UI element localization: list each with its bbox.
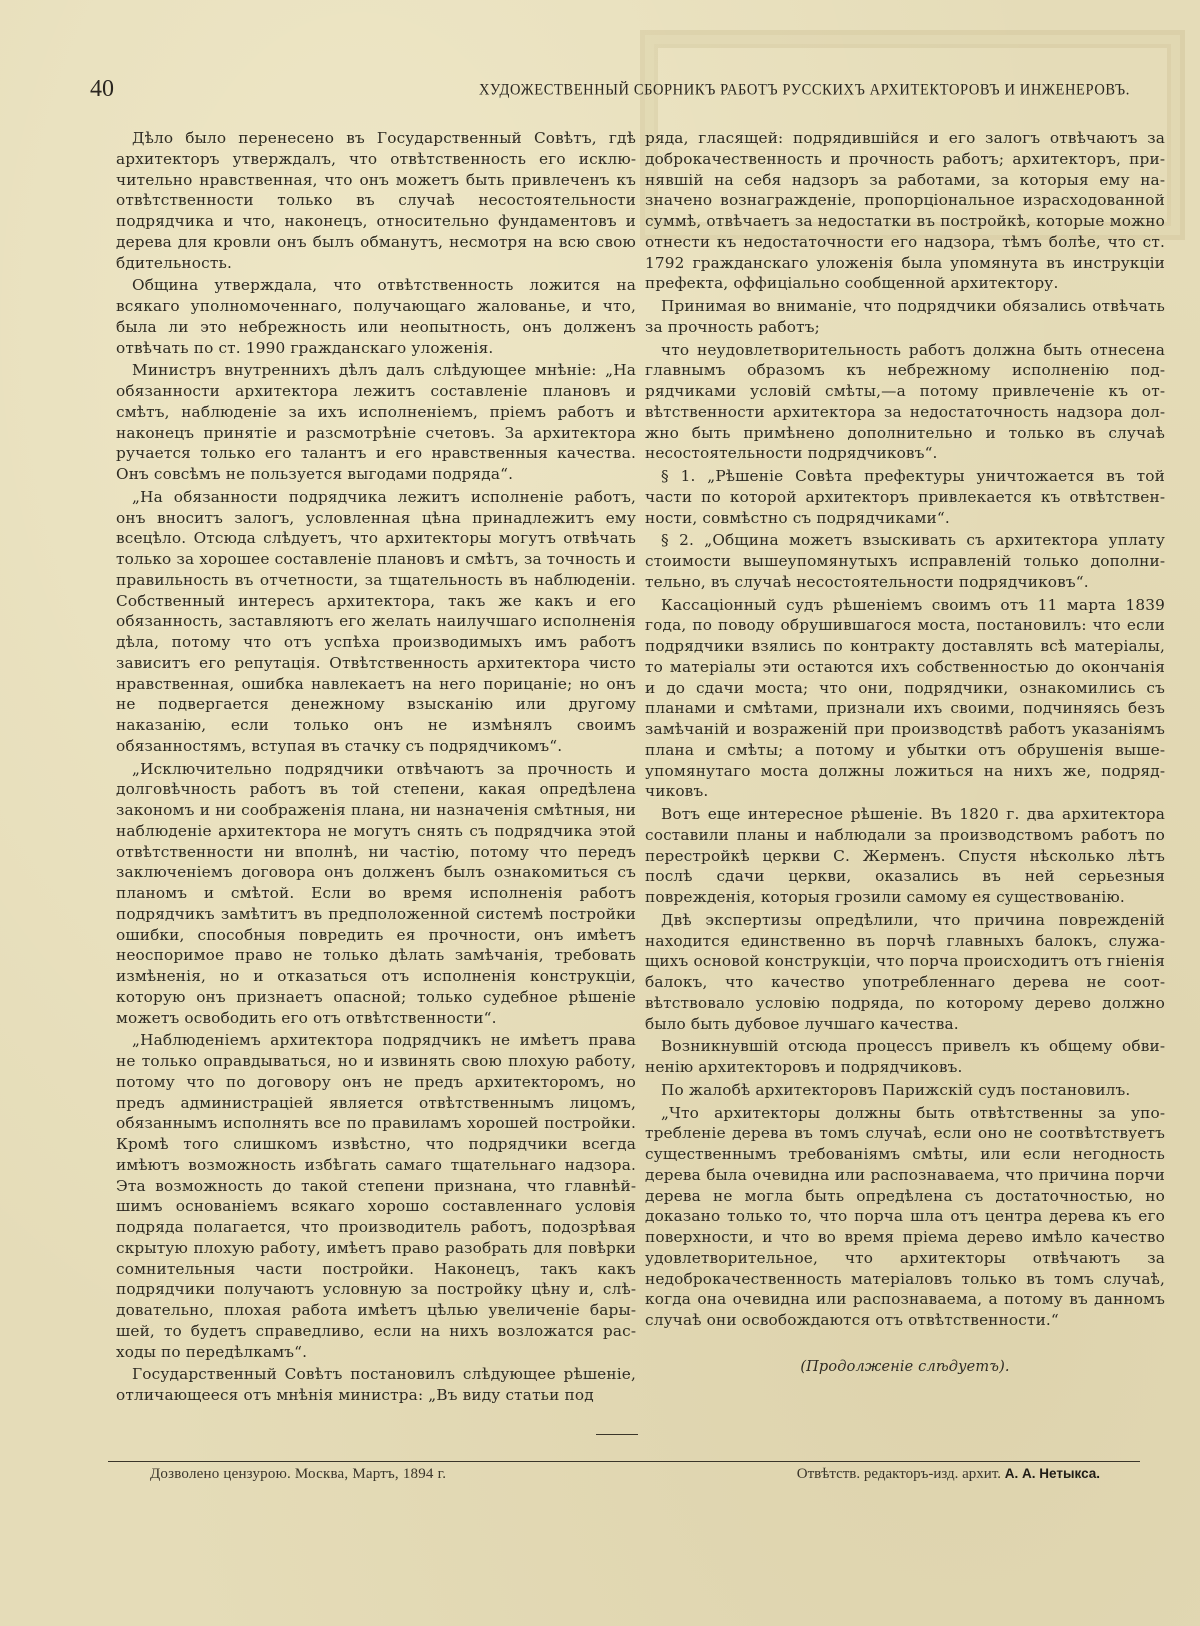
paragraph: Кассаціонный судъ рѣшеніемъ своимъ отъ 11 марта 1839 года, по поводу обрушившагося моста, постановилъ: что если подрядчики взялись по контракту доставлять всѣ матеріалы, то матеріалы эти остаются ихъ собственностью до окончанія и до сдачи моста; что они, подрядчики, ознакомились съ планами и смѣтами, признали ихъ своими, подчиняясь безъ замѣчаній и возраженій при производствѣ работъ указаніямъ плана и смѣты; а потому и убытки отъ обрушенія вышеупомянутаго моста должны ложиться на нихъ же, подрядчиковъ.: [645, 595, 1165, 801]
paragraph: Дѣло было перенесено въ Государственный Совѣтъ, гдѣ архитекторъ утверждалъ, что отвѣтственность его исключительно нравственная, что онъ можетъ быть привлеченъ къ отвѣтственности только въ случаѣ несостоятельности подрядчика и что, наконецъ, относительно фундаментовъ и дерева для кровли онъ былъ обманутъ, несмотря на всю свою бдительность.: [116, 129, 636, 272]
paragraph: По жалобѣ архитекторовъ Парижскій судъ постановилъ.: [661, 1080, 1131, 1099]
page-number: 40: [90, 76, 114, 102]
paragraph: Принимая во вниманіе, что подрядчики обязались отвѣчать за прочность работъ;: [645, 297, 1165, 336]
editor-credit: [797, 1466, 1100, 1483]
section-divider: [596, 1434, 638, 1435]
journal-title: ХУДОЖЕСТВЕННЫЙ СБОРНИКЪ РАБОТЪ РУССКИХЪ АРХИТЕКТОРОВЪ И ИНЖЕНЕРОВЪ.: [478, 81, 1130, 99]
footer: [150, 1466, 1100, 1490]
right-column: [645, 128, 1165, 1378]
paragraph: „Исключительно подрядчики отвѣчаютъ за прочность и долговѣчность работъ въ той степени, какая опредѣлена закономъ и ни соображенія плана, ни назначенія смѣтныя, ни наблюденіе архитектора не могутъ снять съ подрядчика этой отвѣтственности ни вполнѣ, ни частію, потому что передъ заключеніемъ договора онъ долженъ былъ ознакомиться съ планомъ и смѣтой. Если во время исполненія работъ подрядчикъ замѣтитъ въ предположенной системѣ постройки ошибки, способныя повредить ея прочности, онъ имѣетъ неоспоримое право не только дѣлать замѣчанія, требовать измѣненія, но и отказаться отъ исполненія конструкціи, которую онъ признаетъ опасной; только судебное рѣшеніе можетъ освободить его отъ отвѣтственности“.: [116, 759, 636, 1027]
paragraph: „На обязанности подрядчика лежитъ исполненіе работъ, онъ вноситъ залогъ, условленная цѣна принадлежитъ ему всецѣло. Отсюда слѣдуетъ, что архитекторы могутъ отвѣчать только за хорошее составленіе плановъ и смѣтъ, за точность и правильность въ отчетности, за тщательность въ наблюденіи. Собственный интересъ архитектора, такъ же какъ и его обязанность, заставляютъ его желать наилучшаго исполненія дѣла, потому что отъ успѣха производимыхъ имъ работъ зависитъ его репутація. Отвѣтственность архитектора чисто нравственная, ошибка навлекаетъ на него порицаніе; но онъ не подвергается денежному взысканію или другому наказанію, если только онъ не измѣнялъ своимъ обязанностямъ, вступая въ стачку съ подрядчикомъ“.: [116, 487, 636, 755]
paragraph: „Что архитекторы должны быть отвѣтственны за употребленіе дерева въ томъ случаѣ, если оно не соотвѣтствуетъ существеннымъ требованіямъ смѣты, или если негодность дерева была очевидна или распознаваема, что причина порчи дерева не могла быть опредѣлена съ достаточностью, но доказано только то, что порча шла отъ центра дерева къ его поверхности, и что во время пріема дерево имѣло качество удовлетворительное, что архитекторы отвѣчаютъ за недоброкачественность матеріаловъ только въ томъ случаѣ, когда она очевидна или распознаваема, а потому въ данномъ случаѣ они освобождаются отъ отвѣтственности.“: [645, 1103, 1165, 1329]
paragraph: Государственный Совѣтъ постановилъ слѣдующее рѣшеніе, отличающееся отъ мнѣнія министра: „Въ виду статьи под: [116, 1365, 636, 1404]
censorship-note: Дозволено цензурою. Москва, Мартъ, 1894 г.: [150, 1466, 447, 1482]
paragraph: что неудовлетворительность работъ должна быть отнесена главнымъ образомъ къ небрежному исполненію подрядчиками условій смѣты,—а потому привлеченіе къ отвѣтственности архитектора за недостаточность надзора должно быть примѣнено дополнительно и только въ случаѣ несостоятельности подрядчиковъ“.: [645, 340, 1165, 463]
paragraph: ряда, гласящей: подрядившійся и его залогъ отвѣчаютъ за доброкачественность и прочность работъ; архитекторъ, принявшій на себя надзоръ за работами, за которыя ему назначено вознагражденіе, пропорціональное израсходованной суммѣ, отвѣчаетъ за недостатки въ постройкѣ, которые можно отнести къ недостаточности его надзора, тѣмъ болѣе, что ст. 1792 гражданскаго уложенія была упомянута въ инструкціи префекта, оффиціально сообщенной архитектору.: [645, 129, 1165, 293]
paragraph: Возникнувшій отсюда процессъ привелъ къ общему обвиненію архитекторовъ и подрядчиковъ.: [645, 1037, 1165, 1076]
footer-rule: [108, 1461, 1140, 1462]
paragraph: Двѣ экспертизы опредѣлили, что причина поврежденій находится единственно въ порчѣ главныхъ балокъ, служащихъ основой конструкціи, что порча происходитъ отъ гніенія балокъ, что качество употребленнаго дерева не соотвѣтствовало условію подряда, по которому дерево должно было быть дубовое лучшаго качества.: [645, 910, 1165, 1033]
running-header: [90, 76, 1135, 106]
left-column: [116, 128, 636, 1408]
paragraph: Вотъ еще интересное рѣшеніе. Въ 1820 г. два архитектора составили планы и наблюдали за производствомъ работъ по перестройкѣ церкви С. Жерменъ. Спустя нѣсколько лѣтъ послѣ сдачи церкви, оказались въ ней серьезныя поврежденія, которыя грозили самому ея существованію.: [645, 805, 1165, 906]
paragraph: Община утверждала, что отвѣтственность ложится на всякаго уполномоченнаго, получающаго жалованье, и что, была ли это небрежность или неопытность, онъ долженъ отвѣчать по ст. 1990 гражданскаго уложенія.: [116, 276, 636, 357]
paragraph: Министръ внутреннихъ дѣлъ далъ слѣдующее мнѣніе: „На обязанности архитектора лежитъ составленіе плановъ и смѣтъ, наблюденіе за ихъ исполненіемъ, пріемъ работъ и наконецъ принятіе и разсмотрѣніе счетовъ. За архитектора ручается только его талантъ и его нравственныя качества. Онъ совсѣмъ не пользуется выгодами подряда“.: [116, 361, 636, 483]
continuation-note: (Продолженіе слѣдуетъ).: [800, 1358, 1010, 1375]
paragraph: § 2. „Община можетъ взыскивать съ архитектора уплату стоимости вышеупомянутыхъ исправленій только дополнительно, въ случаѣ несостоятельности подрядчиковъ“.: [645, 531, 1165, 591]
editor-label: Отвѣтств. редакторъ-изд. архит.: [796, 1466, 1002, 1482]
paragraph: § 1. „Рѣшеніе Совѣта префектуры уничтожается въ той части по которой архитекторъ привлекается къ отвѣтственности, совмѣстно съ подрядчиками“.: [645, 467, 1165, 527]
editor-name: А. А. Нетыкса.: [1004, 1466, 1100, 1481]
paragraph: „Наблюденіемъ архитектора подрядчикъ не имѣетъ права не только оправдываться, но и извинять свою плохую работу, потому что по договору онъ не предъ архитекторомъ, но предъ администраціей является отвѣтственнымъ лицомъ, обязаннымъ исполнять все по правиламъ хорошей постройки. Кромѣ того слишкомъ извѣстно, что подрядчики всегда имѣютъ возможность избѣгать самаго тщательнаго надзора. Эта возможность до такой степени признана, что главнѣйшимъ основаніемъ всякаго хорошо составленнаго условія подряда полагается, что производитель работъ, подозрѣвая скрытую плохую работу, имѣетъ право разобрать для повѣрки сомнительныя части постройки. Наконецъ, такъ какъ подрядчики получаютъ условную за постройку цѣну и, слѣдовательно, плохая работа имѣетъ цѣлью увеличеніе барышей, то будетъ справедливо, если на нихъ возложатся расходы по передѣлкамъ“.: [116, 1031, 636, 1361]
